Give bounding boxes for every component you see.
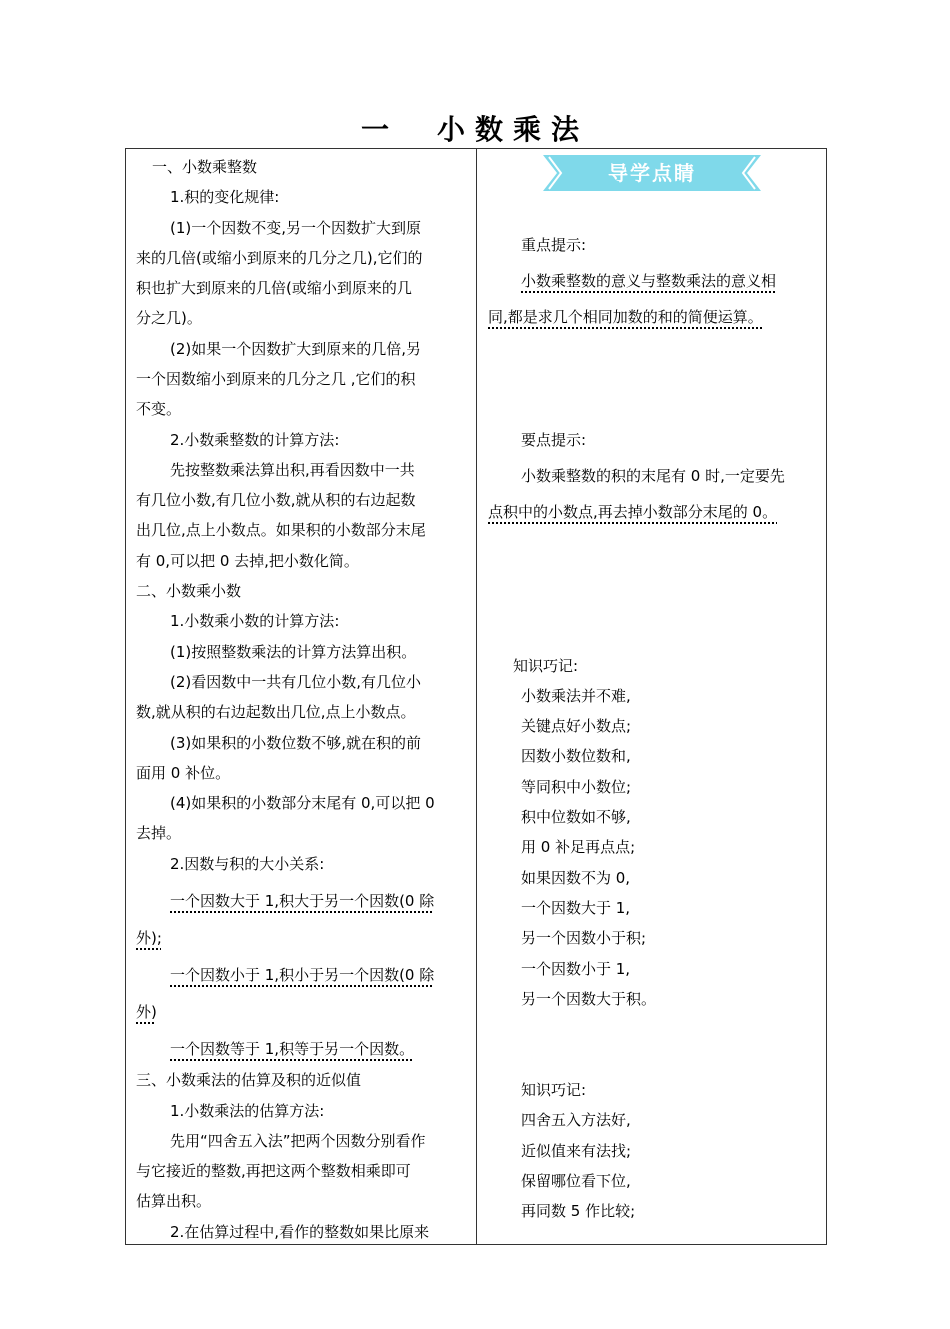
paragraph-line: 来的几倍(或缩小到原来的几分之几),它们的 bbox=[136, 249, 423, 267]
banner-title: 导学点睛 bbox=[608, 161, 696, 185]
paragraph-line: 先用“四舍五入法”把两个因数分别看作 bbox=[170, 1132, 426, 1150]
mnemonic-line: 保留哪位看下位, bbox=[521, 1172, 631, 1190]
emphasis-line: 点积中的小数点,再去掉小数部分末尾的 0。 bbox=[488, 503, 778, 521]
mnemonic-line: 近似值来有法找; bbox=[521, 1142, 632, 1160]
paragraph-line: 估算出积。 bbox=[136, 1192, 212, 1210]
tip-heading: 要点提示: bbox=[521, 431, 587, 449]
paragraph-line: (3)如果积的小数位数不够,就在积的前 bbox=[170, 734, 422, 752]
paragraph-line: 与它接近的整数,再把这两个整数相乘即可 bbox=[136, 1162, 411, 1180]
paragraph-line: 有 0,可以把 0 去掉,把小数化简。 bbox=[136, 552, 359, 570]
paragraph-line: (1)一个因数不变,另一个因数扩大到原 bbox=[170, 219, 422, 237]
paragraph-line: (2)如果一个因数扩大到原来的几倍,另 bbox=[170, 340, 422, 358]
paragraph-line: 小数乘整数的积的末尾有 0 时,一定要先 bbox=[521, 467, 785, 485]
tip-heading: 重点提示: bbox=[521, 236, 587, 254]
subheading: 2.小数乘整数的计算方法: bbox=[170, 431, 340, 449]
subheading: 1.小数乘小数的计算方法: bbox=[170, 612, 340, 630]
paragraph-line: (4)如果积的小数部分末尾有 0,可以把 0 bbox=[170, 794, 435, 812]
paragraph-line: 积也扩大到原来的几倍(或缩小到原来的几 bbox=[136, 279, 412, 297]
emphasis-line: 一个因数大于 1,积大于另一个因数(0 除 bbox=[170, 892, 435, 910]
mnemonic-heading: 知识巧记: bbox=[513, 657, 579, 675]
mnemonic-line: 一个因数大于 1, bbox=[521, 899, 631, 917]
paragraph-line: 先按整数乘法算出积,再看因数中一共 bbox=[170, 461, 415, 479]
paragraph-line: 去掉。 bbox=[136, 824, 182, 842]
section-heading-1: 一、小数乘整数 bbox=[152, 158, 258, 176]
mnemonic-line: 如果因数不为 0, bbox=[521, 869, 631, 887]
subheading: 2.因数与积的大小关系: bbox=[170, 855, 325, 873]
emphasis-line: 外); bbox=[136, 929, 162, 947]
page-title: 一 小数乘法 bbox=[360, 113, 589, 146]
paragraph-line: (2)看因数中一共有几位小数,有几位小 bbox=[170, 673, 422, 691]
mnemonic-line: 小数乘法并不难, bbox=[521, 687, 631, 705]
paragraph-line: 分之几)。 bbox=[136, 309, 202, 327]
column-divider bbox=[476, 149, 477, 1244]
emphasis-line: 一个因数小于 1,积小于另一个因数(0 除 bbox=[170, 966, 435, 984]
paragraph-line: 面用 0 补位。 bbox=[136, 764, 231, 782]
paragraph-line: 数,就从积的右边起数出几位,点上小数点。 bbox=[136, 703, 416, 721]
mnemonic-line: 另一个因数大于积。 bbox=[521, 990, 657, 1008]
paragraph-line: 出几位,点上小数点。如果积的小数部分末尾 bbox=[136, 521, 426, 539]
mnemonic-line: 积中位数如不够, bbox=[521, 808, 631, 826]
paragraph-line: 有几位小数,有几位小数,就从积的右边起数 bbox=[136, 491, 416, 509]
content-table bbox=[125, 148, 827, 1245]
mnemonic-heading: 知识巧记: bbox=[521, 1081, 587, 1099]
paragraph-line: 一个因数缩小到原来的几分之几 ,它们的积 bbox=[136, 370, 416, 388]
subheading: 1.小数乘法的估算方法: bbox=[170, 1102, 325, 1120]
paragraph-line: 不变。 bbox=[136, 400, 182, 418]
mnemonic-line: 等同积中小数位; bbox=[521, 778, 632, 796]
section-heading-2: 二、小数乘小数 bbox=[136, 582, 242, 600]
mnemonic-line: 另一个因数小于积; bbox=[521, 929, 647, 947]
mnemonic-line: 一个因数小于 1, bbox=[521, 960, 631, 978]
emphasis-line: 外) bbox=[136, 1003, 157, 1021]
section-heading-3: 三、小数乘法的估算及积的近似值 bbox=[136, 1071, 362, 1089]
mnemonic-line: 四舍五入方法好, bbox=[521, 1111, 631, 1129]
emphasis-line: 同,都是求几个相同加数的和的简便运算。 bbox=[488, 308, 763, 326]
emphasis-line: 一个因数等于 1,积等于另一个因数。 bbox=[170, 1040, 415, 1058]
emphasis-line: 小数乘整数的意义与整数乘法的意义相 bbox=[521, 272, 777, 290]
mnemonic-line: 再同数 5 作比较; bbox=[521, 1202, 636, 1220]
paragraph-line: (1)按照整数乘法的计算方法算出积。 bbox=[170, 643, 417, 661]
paragraph-line: 2.在估算过程中,看作的整数如果比原来 bbox=[170, 1223, 430, 1241]
mnemonic-line: 因数小数位数和, bbox=[521, 747, 631, 765]
mnemonic-line: 关键点好小数点; bbox=[521, 717, 632, 735]
mnemonic-line: 用 0 补足再点点; bbox=[521, 838, 636, 856]
subheading: 1.积的变化规律: bbox=[170, 188, 280, 206]
